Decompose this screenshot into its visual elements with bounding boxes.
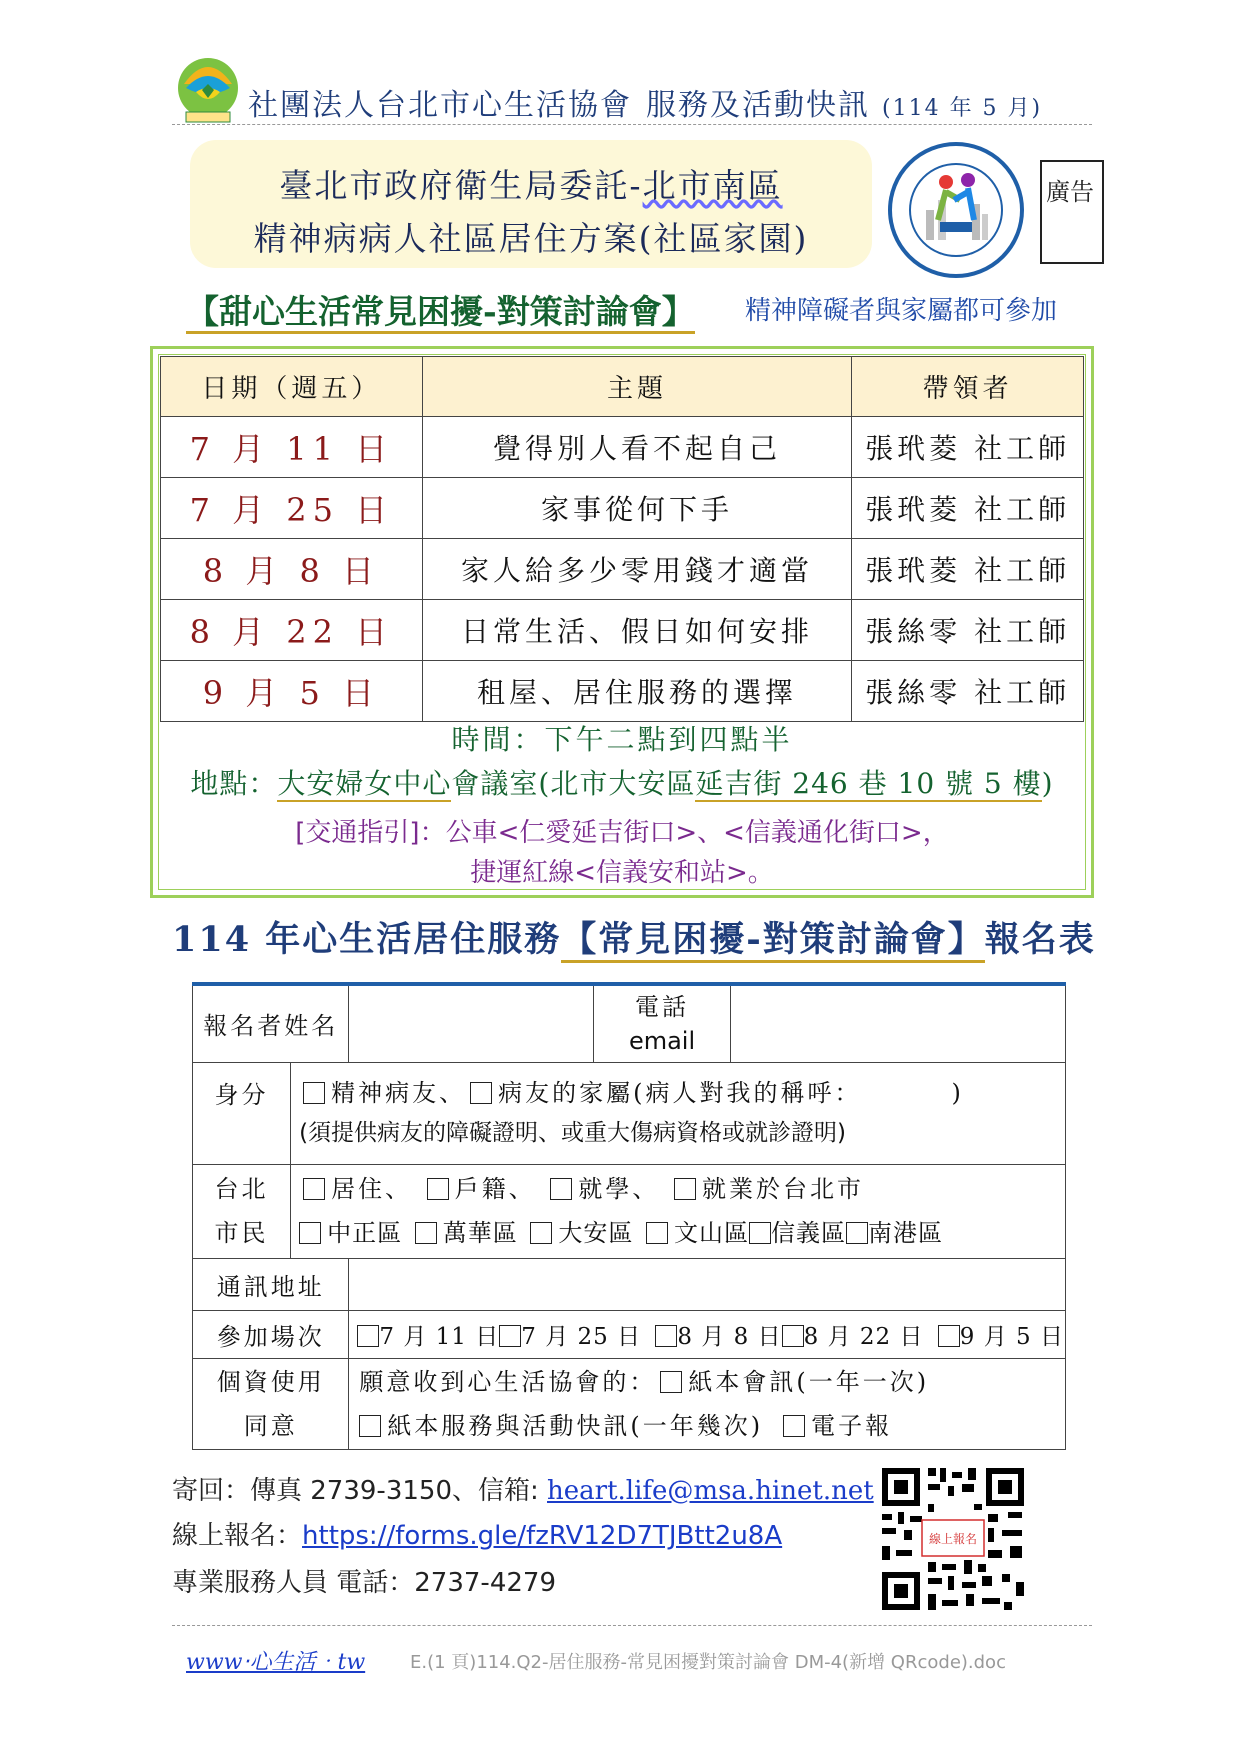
checkbox-session[interactable]: [782, 1325, 804, 1347]
checkbox-household[interactable]: [427, 1178, 449, 1200]
traffic-guide-bus: [交通指引]：公車<仁愛延吉街口>、<信義通化街口>，: [295, 818, 949, 848]
qr-caption: 線上報名: [928, 1532, 978, 1546]
reg-title-b: 【常見困擾-對策討論會】: [561, 919, 985, 963]
header-month: (114 年 5 月): [882, 96, 1043, 121]
session-topic: 日常生活、假日如何安排: [422, 600, 852, 661]
checkbox-district[interactable]: [846, 1222, 868, 1244]
event-time: 時間：下午二點到四點半: [451, 723, 793, 756]
citizen-opt: 就學、: [578, 1175, 660, 1203]
identity-note: (須提供病友的障礙證明、或重大傷病資格或就診證明): [299, 1120, 847, 1146]
header-divider: [172, 124, 1092, 125]
phone-email-label: [594, 984, 730, 1062]
session-leader: 張絲零 社工師: [852, 600, 1084, 661]
form-row-sessions: [193, 1310, 1066, 1358]
location-end: ): [1041, 767, 1054, 800]
reg-title-c: 報名表: [984, 919, 1096, 960]
location-rest: 會議室(北市大安區: [451, 767, 696, 800]
identity-label: 身分: [193, 1062, 291, 1164]
org-name: 社團法人台北市心生活協會: [248, 88, 632, 123]
location-label: 地點：: [190, 767, 278, 800]
checkbox-newsletter-paper[interactable]: [660, 1371, 682, 1393]
header-subtitle: 服務及活動快訊: [646, 88, 870, 123]
reg-title-a: 114 年心生活居住服務: [172, 919, 562, 960]
header-title: [248, 80, 1042, 124]
session-topic: 租屋、居住服務的選擇: [422, 661, 852, 722]
citizen-label-1: 台北: [214, 1175, 269, 1203]
privacy-opt3: 電子報: [811, 1411, 893, 1440]
privacy-label-1: 個資使用: [216, 1367, 325, 1396]
privacy-options: [349, 1358, 1066, 1449]
program-title-line2: 精神病病人社區居住方案(社區家園): [253, 219, 809, 258]
location-address: 延吉街 246 巷 10 號 5 樓: [695, 767, 1042, 800]
form-row-privacy: [193, 1358, 1066, 1449]
checkbox-work[interactable]: [674, 1178, 696, 1200]
traffic-guide-mrt: 捷運紅線<信義安和站>。: [470, 858, 774, 888]
phone-email-field[interactable]: [730, 984, 1065, 1062]
association-logo: [172, 54, 244, 126]
session-option: 9 月 5 日: [959, 1323, 1064, 1350]
name-field[interactable]: [349, 984, 594, 1062]
session-label: 參加場次: [193, 1310, 349, 1358]
online-label: 線上報名：: [172, 1521, 303, 1551]
header-leader: 帶領者: [852, 357, 1084, 417]
citizen-opt: 居住、: [331, 1175, 413, 1203]
checkbox-study[interactable]: [550, 1178, 572, 1200]
staff-contact: 專業服務人員 電話：2737-4279: [172, 1568, 556, 1598]
checkbox-session[interactable]: [499, 1325, 521, 1347]
address-label: 通訊地址: [193, 1258, 349, 1310]
table-row: [161, 417, 1084, 478]
session-option: 8 月 22 日: [803, 1323, 924, 1350]
event-title-text: 【甜心生活常見困擾-對策討論會】: [186, 292, 695, 334]
footer-divider: [172, 1625, 1092, 1626]
address-field[interactable]: [349, 1258, 1066, 1310]
form-row-citizen: [193, 1164, 1066, 1258]
table-row: [161, 478, 1084, 539]
contact-email-link[interactable]: heart.life@msa.hinet.net: [547, 1476, 874, 1506]
checkbox-session[interactable]: [938, 1325, 960, 1347]
privacy-label-2: 同意: [243, 1411, 298, 1440]
checkbox-patient[interactable]: [303, 1082, 325, 1104]
program-line1-a: 臺北市政府衛生局委託-: [279, 166, 643, 205]
program-title-line1: [190, 160, 872, 207]
registration-form: [192, 982, 1066, 1450]
email-label: email: [628, 1026, 696, 1055]
schedule-header-row: [161, 357, 1084, 417]
table-row: [161, 539, 1084, 600]
header-date: 日期（週五）: [161, 357, 423, 417]
privacy-opt2: 紙本服務與活動快訊(一年幾次): [387, 1411, 764, 1440]
checkbox-reside[interactable]: [303, 1178, 325, 1200]
identity-opt-patient: 精神病友、: [331, 1079, 467, 1107]
session-date: 9 月 5 日: [161, 661, 423, 722]
session-topic: 家事從何下手: [422, 478, 852, 539]
checkbox-district[interactable]: [415, 1222, 437, 1244]
form-row-address: [193, 1258, 1066, 1310]
return-info: [172, 1470, 874, 1507]
session-date: 8 月 22 日: [161, 600, 423, 661]
citizen-opt: 戶籍、: [454, 1175, 536, 1203]
advertisement-label: 廣告: [1046, 178, 1094, 206]
checkbox-district[interactable]: [299, 1222, 321, 1244]
form-row-identity: [193, 1062, 1066, 1164]
district-option: 大安區: [558, 1219, 634, 1247]
checkbox-district[interactable]: [749, 1222, 771, 1244]
health-department-seal: [886, 140, 1026, 280]
district-option: 信義區: [771, 1219, 846, 1247]
district-option: 萬華區: [442, 1219, 518, 1247]
session-option: 7 月 25 日: [521, 1323, 642, 1350]
citizen-options: [291, 1164, 1066, 1258]
checkbox-district[interactable]: [646, 1222, 668, 1244]
event-eligibility-note: 精神障礙者與家屬都可參加: [745, 296, 1058, 326]
district-option: 文山區: [674, 1219, 749, 1247]
privacy-label: [193, 1358, 349, 1449]
location-name: 大安婦女中心: [277, 767, 452, 800]
name-label: 報名者姓名: [193, 984, 349, 1062]
checkbox-district[interactable]: [530, 1222, 552, 1244]
return-text: 寄回：傳真 2739-3150、信箱:: [172, 1476, 548, 1506]
event-title: [186, 286, 695, 333]
session-date: 7 月 11 日: [161, 417, 423, 478]
session-option: 7 月 11 日: [379, 1323, 500, 1350]
session-leader: 張玳菱 社工師: [852, 417, 1084, 478]
district-option: 南港區: [868, 1219, 943, 1247]
table-row: [161, 661, 1084, 722]
session-leader: 張玳菱 社工師: [852, 478, 1084, 539]
identity-opt-family: 病友的家屬(病人對我的稱呼：: [498, 1079, 862, 1107]
registration-title: [172, 912, 1096, 962]
identity-close: ): [951, 1079, 964, 1107]
form-row-name: [193, 984, 1066, 1062]
table-row: [161, 600, 1084, 661]
session-leader: 張絲零 社工師: [852, 661, 1084, 722]
session-date: 7 月 25 日: [161, 478, 423, 539]
checkbox-family[interactable]: [470, 1082, 492, 1104]
session-leader: 張玳菱 社工師: [852, 539, 1084, 600]
district-option: 中正區: [327, 1219, 403, 1247]
website-link[interactable]: www‧心生活‧tw: [186, 1650, 366, 1675]
document-filename: E.(1 頁)114.Q2-居住服務-常見困擾對策討論會 DM-4(新增 QRcode).doc: [410, 1652, 1006, 1673]
checkbox-session[interactable]: [655, 1325, 677, 1347]
schedule-table: [160, 356, 1084, 722]
citizen-label-2: 市民: [214, 1219, 269, 1247]
qr-code-icon[interactable]: [878, 1464, 1028, 1614]
program-line1-b: 北市南區: [642, 166, 783, 205]
checkbox-e-newsletter[interactable]: [783, 1415, 805, 1437]
session-options: [349, 1310, 1066, 1358]
citizen-opt: 就業於台北市: [702, 1175, 864, 1203]
header-topic: 主題: [422, 357, 852, 417]
session-option: 8 月 8 日: [677, 1323, 782, 1350]
privacy-opt1: 紙本會訊(一年一次): [688, 1367, 930, 1396]
phone-label: 電話: [635, 992, 690, 1021]
event-location: [160, 762, 1084, 802]
registration-link[interactable]: https://forms.gle/fzRV12D7TJBtt2u8A: [302, 1521, 783, 1551]
privacy-text: 願意收到心生活協會的：: [359, 1367, 657, 1396]
identity-options: [291, 1062, 1066, 1164]
checkbox-activity-news-paper[interactable]: [359, 1415, 381, 1437]
session-topic: 覺得別人看不起自己: [422, 417, 852, 478]
online-registration: [172, 1515, 782, 1552]
checkbox-session[interactable]: [357, 1325, 379, 1347]
session-topic: 家人給多少零用錢才適當: [422, 539, 852, 600]
session-date: 8 月 8 日: [161, 539, 423, 600]
citizen-label: [193, 1164, 291, 1258]
